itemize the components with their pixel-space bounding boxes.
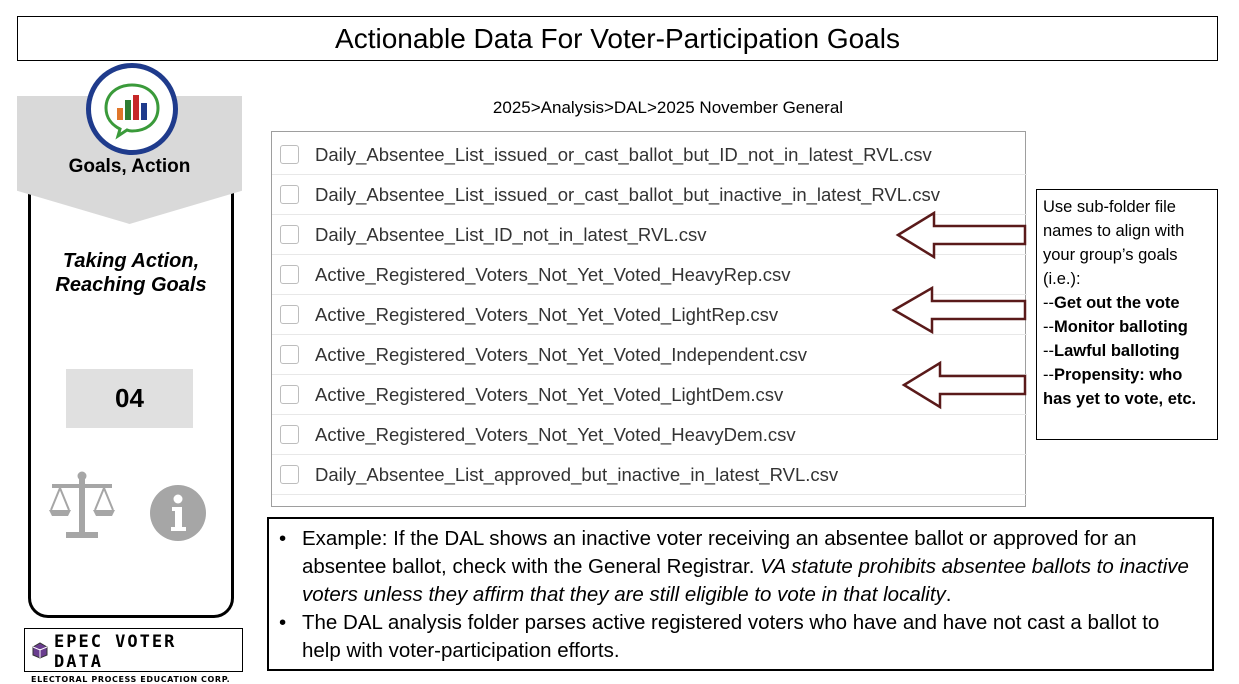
file-row[interactable]	[272, 455, 1027, 495]
section-number: 04	[66, 369, 193, 428]
left-arrow-icon	[896, 210, 1028, 260]
bullet-item: • Example: If the DAL shows an inactive voter receiving an absentee ballot or approved for an absentee ballot, check with the General Registrar. VA statute prohibits absentee ballots to inactive voters unless they affirm that they are still eligible to vote in that locality.	[279, 527, 1189, 606]
info-icon	[150, 485, 206, 546]
file-name[interactable]: Active_Registered_Voters_Not_Yet_Voted_LightRep.csv	[315, 303, 779, 325]
checkbox[interactable]	[280, 465, 299, 484]
bullet-item: • The DAL analysis folder parses active registered voters who have and have not cast a ballot to help with voter-participation efforts.	[279, 611, 1160, 662]
sidebar-tagline	[30, 249, 232, 297]
file-name[interactable]: Active_Registered_Voters_Not_Yet_Voted_LightDem.csv	[315, 383, 784, 405]
checkbox[interactable]	[280, 225, 299, 244]
goal-item: --Get out the vote	[1043, 294, 1180, 312]
file-name[interactable]: Daily_Absentee_List_approved_but_inactive_in_latest_RVL.csv	[315, 463, 839, 485]
checkbox[interactable]	[280, 185, 299, 204]
checkbox[interactable]	[280, 265, 299, 284]
file-name[interactable]: Daily_Absentee_List_ID_not_in_latest_RVL.csv	[315, 223, 707, 245]
file-name[interactable]: Active_Registered_Voters_Not_Yet_Voted_HeavyDem.csv	[315, 423, 796, 445]
note-line: Use sub-folder file	[1043, 198, 1176, 216]
goal-item: --Propensity: who	[1043, 366, 1183, 384]
left-arrow-icon	[892, 285, 1028, 335]
banner-label: Goals, Action	[68, 156, 191, 177]
checkbox[interactable]	[280, 305, 299, 324]
breadcrumb: 2025>Analysis>DAL>2025 November General	[492, 98, 844, 117]
file-row[interactable]	[272, 175, 1027, 215]
tagline-line2: Reaching Goals	[55, 274, 207, 296]
goal-item: --Monitor balloting	[1043, 318, 1188, 336]
file-row[interactable]	[272, 415, 1027, 455]
epec-logo	[24, 628, 243, 684]
note-line: (i.e.):	[1043, 270, 1081, 288]
checkbox[interactable]	[280, 345, 299, 364]
note-line: your group’s goals	[1043, 246, 1178, 264]
ballot-box-icon	[31, 641, 49, 664]
note-line: names to align with	[1043, 222, 1185, 240]
logo-line1: EPEC VOTER DATA	[54, 632, 177, 672]
explanation-box	[267, 517, 1214, 671]
left-arrow-icon	[902, 360, 1028, 410]
chart-logo-icon	[86, 63, 178, 155]
file-name[interactable]: Daily_Absentee_List_issued_or_cast_ballot_but_inactive_in_latest_RVL.csv	[315, 183, 940, 205]
page-title: Actionable Data For Voter-Participation Goals	[17, 16, 1218, 61]
tagline-line1: Taking Action,	[62, 250, 200, 272]
checkbox[interactable]	[280, 145, 299, 164]
checkbox[interactable]	[280, 425, 299, 444]
scale-icon	[48, 470, 116, 545]
file-name[interactable]: Active_Registered_Voters_Not_Yet_Voted_Independent.csv	[315, 343, 807, 365]
file-row[interactable]	[272, 135, 1027, 175]
goals-note	[1036, 189, 1218, 440]
checkbox[interactable]	[280, 385, 299, 404]
file-name[interactable]: Active_Registered_Voters_Not_Yet_Voted_HeavyRep.csv	[315, 263, 791, 285]
logo-line2: ELECTORAL PROCESS EDUCATION CORP.	[31, 675, 231, 684]
file-name[interactable]: Daily_Absentee_List_issued_or_cast_ballot_but_ID_not_in_latest_RVL.csv	[315, 143, 932, 165]
goal-item-tail: has yet to vote, etc.	[1043, 390, 1197, 408]
goal-item: --Lawful balloting	[1043, 342, 1180, 360]
